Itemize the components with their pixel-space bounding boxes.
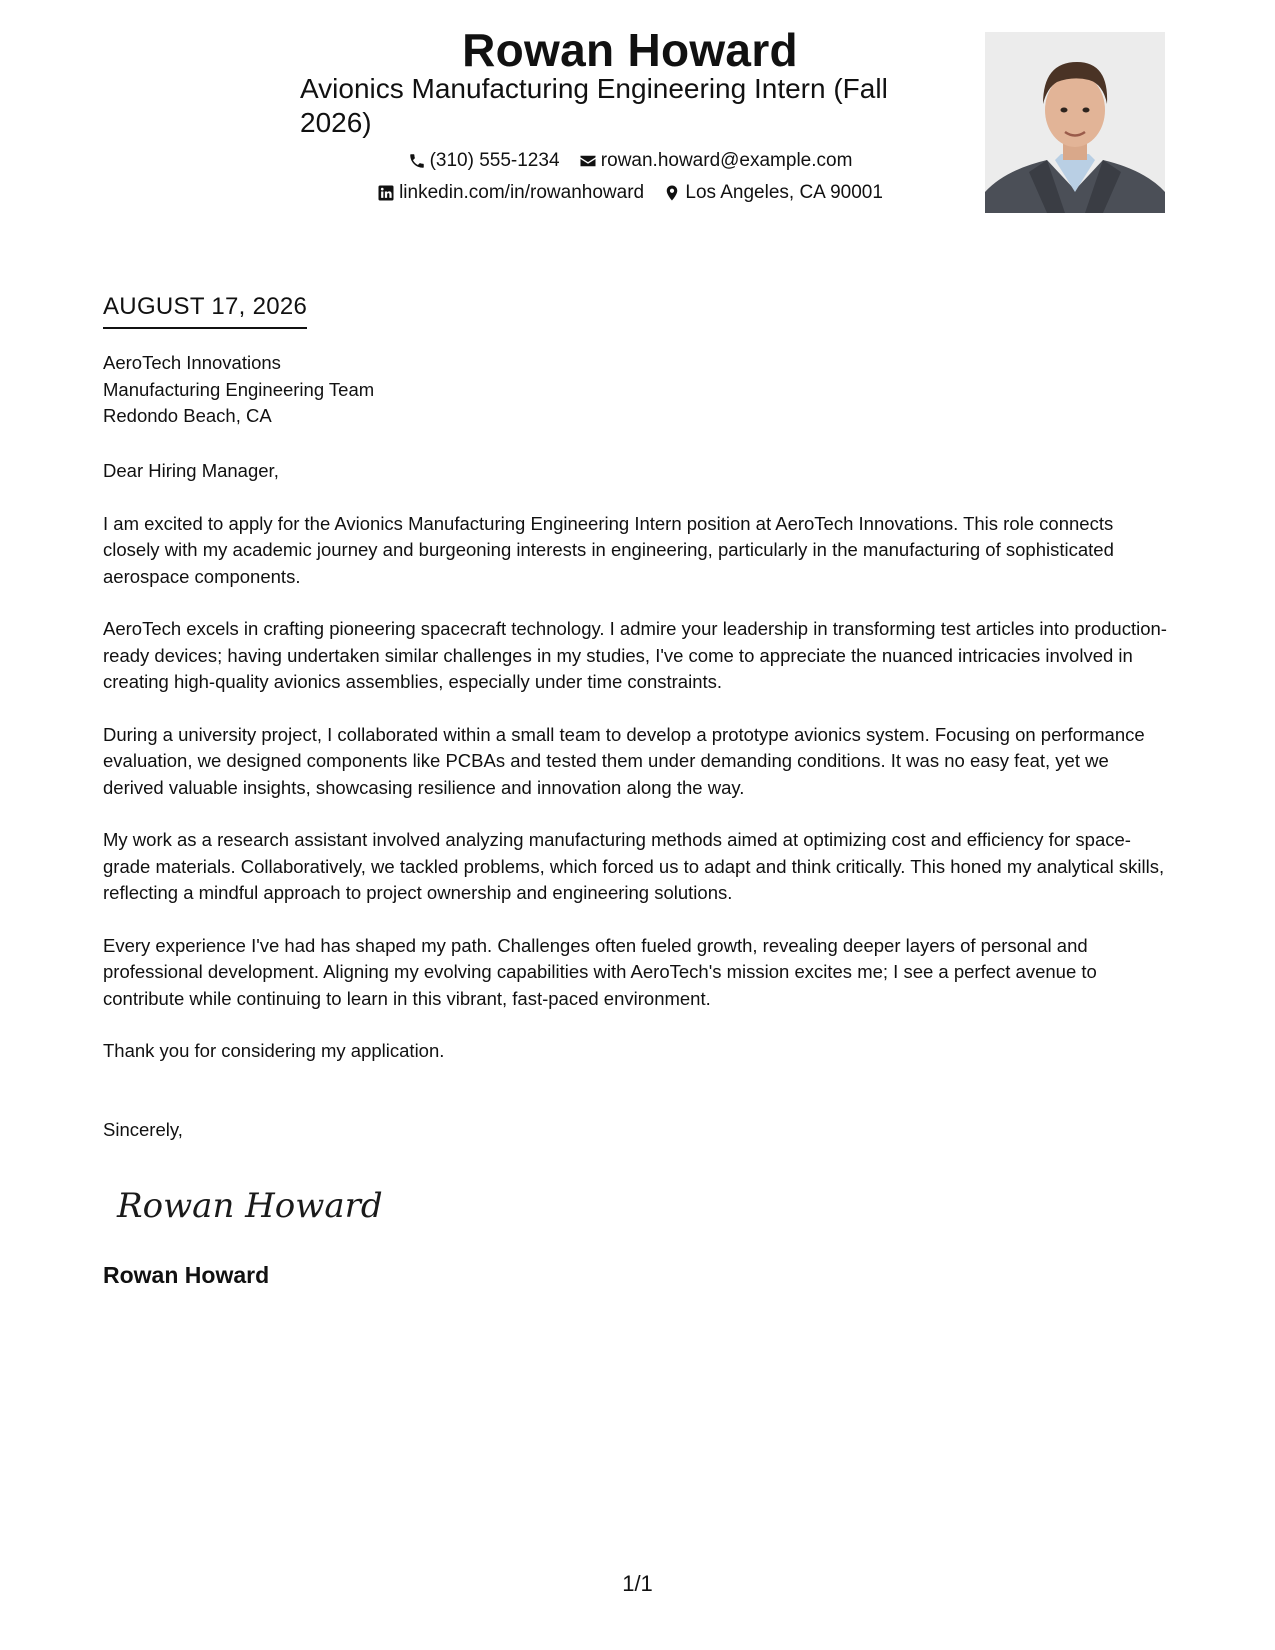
linkedin-icon [377,184,395,202]
svg-text:Rowan Howard: Rowan Howard [117,1186,383,1226]
body-paragraph-3: During a university project, I collaborated within a small team to develop a prototype avionics system. Focusing on performance evaluation, we designed components like PCBAs and tested them under demanding conditions. It was no easy feat, yet we derived valuable insights, showcasing resilience and innovation along the way. [103,723,1145,798]
phone-text: (310) 555-1234 [429,150,560,171]
thank-you-line: Thank you for considering my application. [103,1040,445,1061]
signer-name: Rowan Howard [103,1262,270,1288]
recipient-company: AeroTech Innovations [103,352,281,373]
body-paragraph-2: AeroTech excels in crafting pioneering spacecraft technology. I admire your leadership in transforming test articles into production-ready devices; having undertaken similar challenges in my studies, I've come to appreciate the nuanced intricacies involved in creating high-quality avionics assemblies, especially under time constraints. [103,618,1167,692]
letter-header [0,0,1275,230]
body-paragraph-1: I am excited to apply for the Avionics Manufacturing Engineering Intern position at AeroTech Innovations. This role connects closely with my academic journey and burgeoning interests in engineering, particularly in the manufacturing of sophisticated aerospace components. [103,512,1114,587]
recipient-location: Redondo Beach, CA [103,405,272,426]
letter-date: AUGUST 17, 2026 [103,292,307,329]
contact-linkedin [377,180,644,206]
recipient-team: Manufacturing Engineering Team [103,378,375,400]
applicant-title: Avionics Manufacturing Engineering Intern (Fall 2026) [300,73,888,138]
map-pin-icon [663,184,681,202]
contact-phone [408,148,560,174]
envelope-icon [579,152,597,170]
page-number: 1/1 [622,1571,653,1596]
applicant-photo [985,32,1165,213]
handwritten-signature [113,1175,383,1235]
body-paragraph-4: My work as a research assistant involved analyzing manufacturing methods aimed at optimizing cost and efficiency for space-grade materials. Collaboratively, we tackled problems, which forced us to adapt and think critically. This honed my analytical skills, reflecting a mindful approach to project ownership and engineering solutions. [103,829,1165,903]
phone-icon [408,152,426,170]
applicant-name: Rowan Howard [462,24,798,76]
email-text: rowan.howard@example.com [600,150,853,171]
closing-line: Sincerely, [103,1119,183,1140]
body-paragraph-5: Every experience I've had has shaped my path. Challenges often fueled growth, revealing deeper layers of personal and professional development. Aligning my evolving capabilities with AeroTech's mission excites me; I see a perfect avenue to contribute while continuing to learn in this vibrant, fast-paced environment. [103,934,1097,1009]
linkedin-text: linkedin.com/in/rowanhoward [399,182,645,203]
contact-line-primary [300,148,960,174]
location-text: Los Angeles, CA 90001 [685,182,883,203]
contact-email [579,148,853,174]
contact-location [663,180,883,206]
letter-body [103,458,1173,1091]
salutation: Dear Hiring Manager, [103,460,279,481]
recipient-address [103,350,374,430]
contact-line-secondary [300,180,960,206]
